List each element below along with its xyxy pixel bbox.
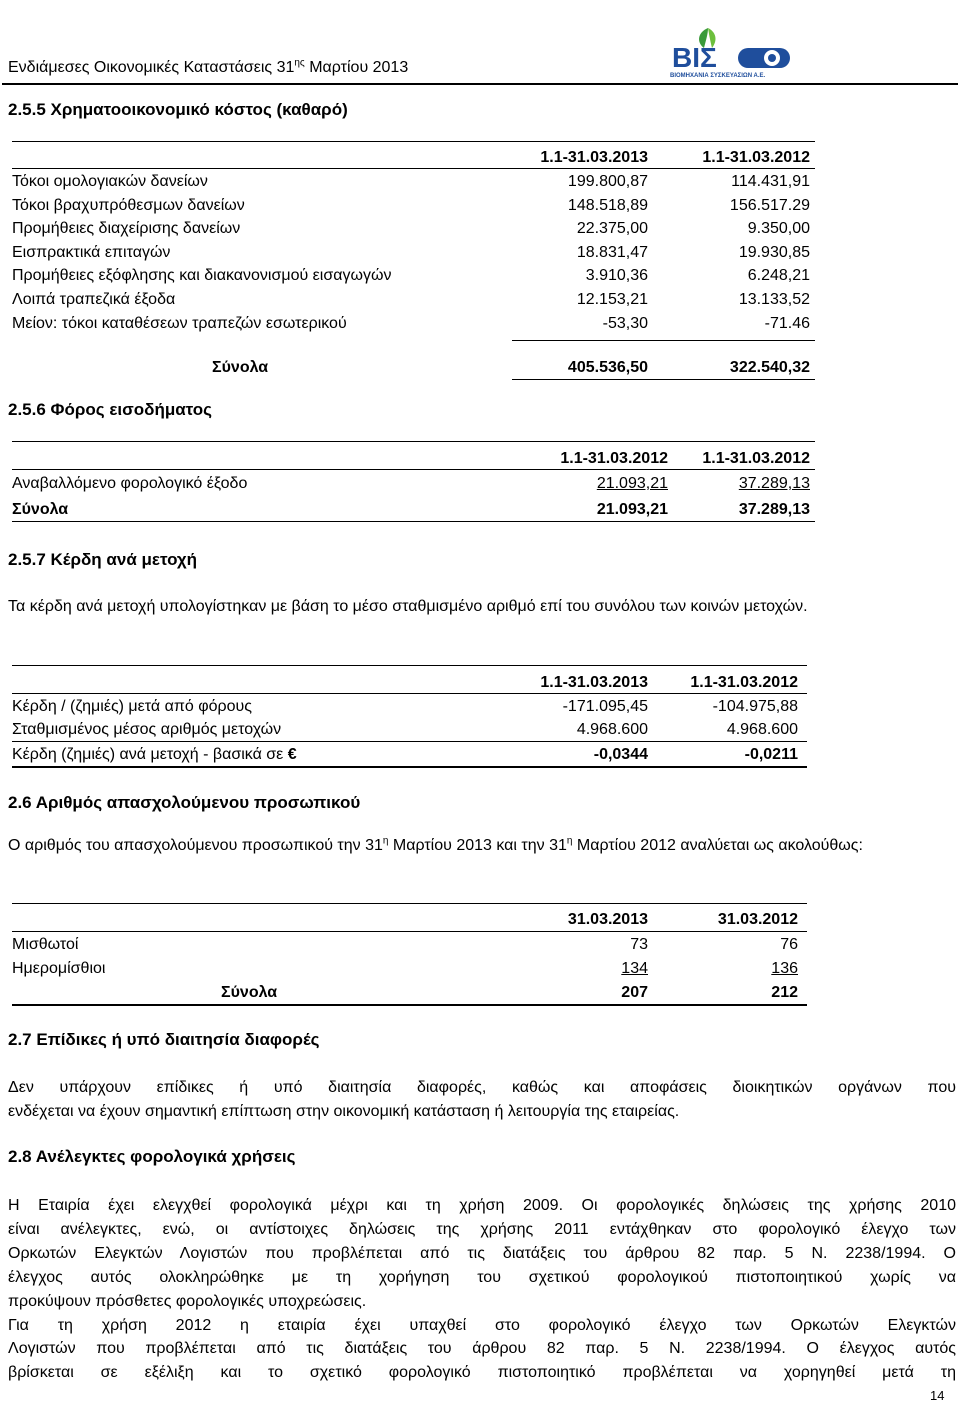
table-row-label: Μείον: τόκοι καταθέσεων τραπεζών εσωτερικού [12, 314, 347, 332]
table-row-value: 76 [780, 936, 798, 953]
total-value: 21.093,21 [596, 501, 668, 518]
table-rule [12, 931, 807, 932]
table-row-value: -53,30 [602, 314, 648, 332]
col-header: 1.1-31.03.2012 [702, 149, 810, 166]
table-rule [12, 693, 807, 694]
total-value: 212 [771, 984, 798, 1001]
table-row-value: 4.968.600 [726, 721, 798, 738]
table-rule [12, 903, 807, 904]
table-row-value: 134 [621, 959, 648, 977]
table-row-value: 4.968.600 [576, 721, 648, 738]
section-heading-255: 2.5.5 Χρηματοοικονομικό κόστος (καθαρό) [8, 100, 348, 119]
table-row-value: 3.910,36 [585, 267, 648, 285]
row-value: 37.289,13 [738, 475, 810, 492]
section-heading-26: 2.6 Αριθμός απασχολούμενου προσωπικού [8, 793, 361, 812]
table-row-value: 73 [630, 936, 648, 953]
table-rule [12, 1004, 807, 1006]
table-rule [12, 441, 815, 442]
table-row-value: 12.153,21 [576, 291, 648, 308]
paragraph-line: βρίσκεται σε εξέλιξη και το σχετικό φορολογικό πιστοποιητικό προβλέπεται να χορηγηθεί μετά τη [8, 1364, 956, 1382]
table-row-label: Κέρδη / (ζημιές) μετά από φόρους [12, 698, 252, 715]
paragraph-line: Για τη χρήση 2012 η εταιρία έχει υπαχθεί στο φορολογικό έλεγχο των Ορκωτών Ελεγκτών [8, 1316, 956, 1334]
paragraph-line: Λογιστών που προβλέπεται από τις διατάξεις του άρθρου 82 παρ. 5 Ν. 2238/1994. Ο έλεγχος αυτός [8, 1340, 956, 1358]
table-row-label: Σταθμισμένος μέσος αριθμός μετοχών [12, 721, 282, 738]
table-row-value: 18.831,47 [576, 243, 648, 261]
eps-value: -0,0344 [593, 746, 648, 763]
section-heading-28: 2.8 Ανέλεγκτες φορολογικά χρήσεις [8, 1147, 296, 1166]
table-row-value: 6.248,21 [747, 267, 810, 285]
table-rule [12, 741, 807, 742]
col-header: 31.03.2013 [567, 911, 648, 928]
total-rule [512, 379, 815, 380]
col-header: 1.1-31.03.2013 [540, 149, 648, 166]
company-logo [668, 22, 796, 80]
logo-text: ΒΙΣ [672, 42, 717, 73]
paragraph-line: ενδέχεται να έχουν σημαντική επίπτωση στην οικονομική κατάσταση ή λειτουργία της εταιρείας. [8, 1103, 680, 1120]
table-row-value: -171.095,45 [562, 698, 648, 715]
table-row-label: Μισθωτοί [12, 936, 79, 953]
table-row-label: Τόκοι βραχυπρόθεσμων δανείων [12, 196, 245, 214]
header-rule [2, 83, 958, 85]
table-row-label: Ημερομίσθιοι [12, 959, 106, 977]
total-label: Σύνολα [221, 984, 278, 1001]
table-row-value: 114.431,91 [731, 173, 810, 190]
col-header: 1.1-31.03.2013 [540, 674, 648, 691]
total-value: 405.536,50 [567, 359, 648, 376]
table-row-value: 13.133,52 [738, 291, 810, 308]
staff-paragraph: Ο αριθμός του απασχολούμενου προσωπικού την $31^\eta$ Μαρτίου 2013 και την $31^\eta$ Μαρτίου 2012 αναλύεται ως ακολούθως: [8, 835, 863, 854]
table-row-value: 22.375,00 [576, 220, 648, 238]
table-rule [12, 766, 807, 768]
col-header: 1.1-31.03.2012 [690, 674, 798, 691]
table-row-value: -71.46 [764, 314, 810, 332]
header-title: Ενδιάμεσες Οικονομικές Καταστάσεις $31^{\eta\varsigma}$ Μαρτίου 2013 [8, 57, 409, 76]
total-label: Σύνολα [12, 501, 69, 518]
table-row-value: 19.930,85 [738, 243, 810, 261]
table-rule [12, 168, 815, 169]
total-rule [512, 340, 815, 341]
section-heading-27: 2.7 Επίδικες ή υπό διαιτησία διαφορές [8, 1030, 320, 1049]
col-header: 31.03.2012 [717, 911, 798, 928]
row-value: 21.093,21 [596, 475, 668, 492]
table-row-value: 148.518,89 [567, 196, 648, 214]
paragraph-line: Δεν υπάρχουν επίδικες ή υπό διαιτησία διαφορές, καθώς και αποφάσεις διοικητικών οργάνων που [8, 1079, 956, 1096]
total-value: 207 [621, 984, 648, 1001]
page-number: 14 [930, 1388, 945, 1403]
table-row-value: -104.975,88 [712, 698, 798, 715]
table-rule [12, 665, 807, 666]
table-row-label: Λοιπά τραπεζικά έξοδα [12, 291, 176, 308]
table-rule [12, 469, 815, 470]
section-heading-257: 2.5.7 Κέρδη ανά μετοχή [8, 550, 198, 569]
table-rule [12, 141, 815, 142]
logo-subtitle: ΒΙΟΜΗΧΑΝΙΑ ΣΥΣΚΕΥΑΣΙΩΝ Α.Ε. [670, 73, 766, 79]
paragraph-line: Η Εταιρία έχει ελεγχθεί φορολογικά μέχρι και τη χρήση 2009. Οι φορολογικές δηλώσεις της χρήσης 2010 [8, 1197, 956, 1214]
table-row-label: Εισπρακτικά επιταγών [12, 243, 171, 261]
table-row-value: 199.800,87 [567, 173, 648, 190]
total-value: 37.289,13 [738, 501, 810, 518]
section-heading-256: 2.5.6 Φόρος εισοδήματος [8, 400, 213, 419]
eps-label: Κέρδη (ζημιές) ανά μετοχή - βασικά σε € [12, 746, 297, 763]
col-header: 1.1-31.03.2012 [702, 450, 810, 467]
table-row-value: 9.350,00 [747, 220, 810, 238]
table-row-label: Προμήθειες εξόφλησης και διακανονισμού εισαγωγών [12, 267, 392, 285]
paragraph-line: Ορκωτών Ελεγκτών Λογιστών που προβλέπεται από τις διατάξεις του άρθρου 82 παρ. 5 Ν. 2238/1994. Ο [8, 1244, 956, 1262]
table-rule [12, 521, 815, 522]
table-row-label: Προμήθειες διαχείρισης δανείων [12, 220, 241, 238]
total-value: 322.540,32 [729, 359, 810, 376]
paragraph-line: είναι ανέλεγκτες, ενώ, οι αντίστοιχες δηλώσεις της χρήσης 2011 εντάχθηκαν στο φορολογικό έλεγχο των [8, 1220, 956, 1238]
table-row-label: Τόκοι ομολογιακών δανείων [12, 173, 208, 190]
row-label: Αναβαλλόμενο φορολογικό έξοδο [12, 475, 248, 492]
eps-value: -0,0211 [744, 746, 798, 763]
col-header: 1.1-31.03.2012 [560, 450, 668, 467]
total-label: Σύνολα [212, 359, 269, 376]
euro-icon: € [287, 746, 297, 763]
eps-paragraph: Τα κέρδη ανά μετοχή υπολογίστηκαν με βάση το μέσο σταθμισμένο αριθμό επί του συνόλου των κοινών μετοχών. [8, 598, 808, 615]
table-row-value: 136 [771, 959, 798, 977]
paragraph-line: έλεγχος αυτός ολοκληρώθηκε με τη χορήγηση του σχετικού φορολογικού πιστοποιητικού χωρίς να [8, 1268, 956, 1286]
paragraph-line: προκύψουν πρόσθετες φορολογικές υποχρεώσεις. [8, 1292, 367, 1310]
table-row-value: 156.517.29 [729, 196, 810, 214]
